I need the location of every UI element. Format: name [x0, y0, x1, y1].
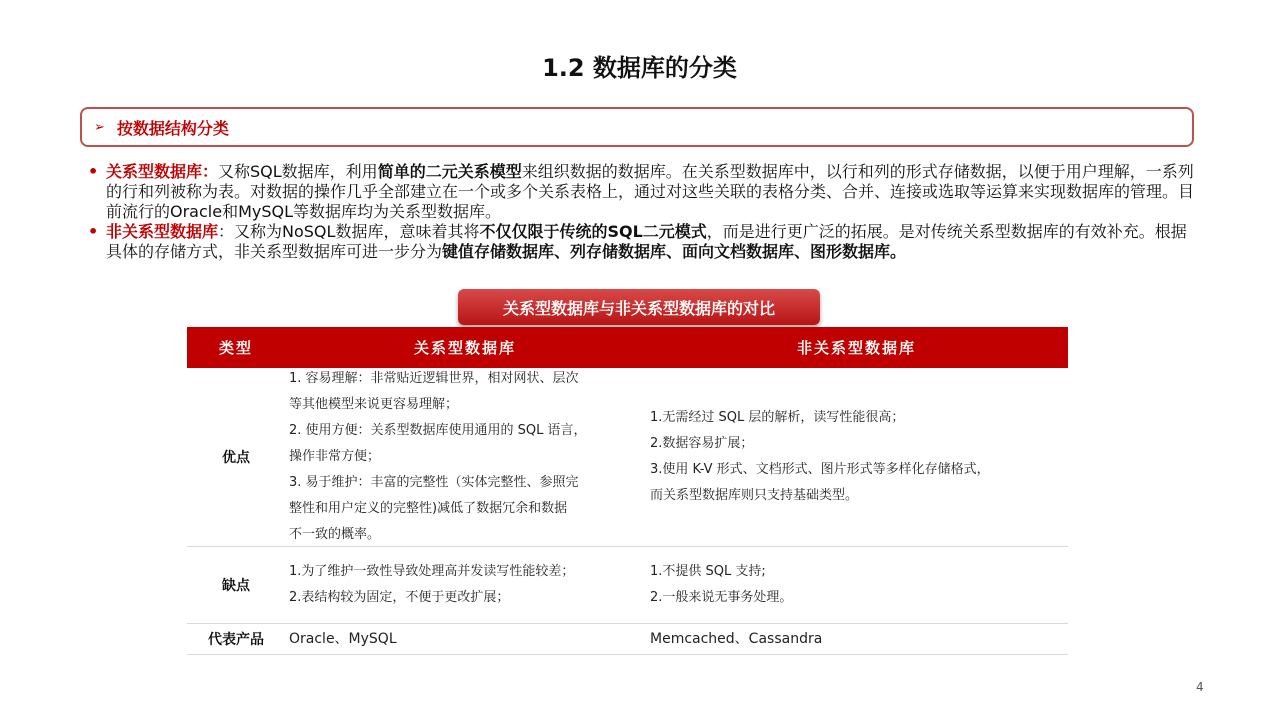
relational-emphasis: 简单的二元关系模型	[377, 162, 522, 181]
disadvantages-nonrelational-cell	[645, 547, 1068, 623]
row-label-products: 代表产品	[208, 632, 264, 648]
products-nonrelational-cell	[645, 624, 1068, 654]
nonrelational-text-2: ，而是进行更广泛的拓展。是对传统关系型数据库的有效补充。根据具体的存储方式，非关系型数据库可进一步分为	[106, 222, 1187, 261]
comparison-table	[187, 327, 1068, 655]
disadvantages-relational-cell	[285, 547, 645, 623]
cell-line: 1.不提供 SQL 支持;	[650, 564, 766, 579]
cell-line: 操作非常方便；	[289, 449, 381, 464]
header-type: 类型	[218, 339, 253, 357]
page-number: 4	[1196, 680, 1204, 694]
cell-line: 不一致的概率。	[289, 527, 381, 542]
relational-term: 关系型数据库：	[106, 162, 219, 181]
arrow-bullet-icon: ➢	[94, 119, 105, 135]
cell-line: 1.无需经过 SQL 层的解析，读写性能很高；	[650, 410, 905, 425]
description-paragraphs	[88, 162, 1198, 262]
bullet-icon: •	[88, 162, 99, 181]
table-row-advantages	[187, 368, 1068, 547]
cell-line: 3.使用 K-V 形式、文档形式、图片形式等多样化存储格式，	[650, 462, 990, 477]
row-label-disadvantages: 缺点	[222, 578, 250, 594]
cell-line: 2.表结构较为固定，不便于更改扩展；	[289, 590, 510, 605]
section-label: 按数据结构分类	[116, 118, 229, 138]
nonrelational-text-1: ：又称为NoSQL数据库，意味着其将	[218, 222, 480, 241]
advantages-nonrelational-cell	[645, 368, 1068, 546]
row-label-advantages: 优点	[222, 450, 250, 466]
relational-paragraph	[88, 162, 1198, 222]
relational-text-2: 来组织数据的数据库。在关系型数据库中，以行和列的形式存储数据，以便于用户理解，一系列的行和列被称为表。对数据的操作几乎全部建立在一个或多个关系表格上，通过对这些关联的表格分类、合并、连接或选取等运算来实现数据库的管理。目前流行的Oracle和MySQL等数据库均为关系型数据库。	[106, 162, 1195, 221]
nonrelational-term: 非关系型数据库	[106, 222, 219, 241]
table-row-disadvantages	[187, 547, 1068, 624]
page-title: 1.2 数据库的分类	[542, 54, 737, 82]
advantages-relational-cell	[285, 368, 645, 546]
nonrelational-paragraph	[88, 222, 1198, 262]
nonrelational-emphasis-1: 不仅仅限于传统的SQL二元模式	[479, 222, 707, 241]
bullet-icon: •	[88, 222, 99, 241]
header-relational: 关系型数据库	[413, 339, 516, 357]
table-row-products	[187, 624, 1068, 655]
cell-line: 3. 易于维护：丰富的完整性（实体完整性、参照完	[289, 475, 579, 490]
cell-line: 2.一般来说无事务处理。	[650, 590, 793, 605]
cell-line: 而关系型数据库则只支持基础类型。	[650, 488, 859, 503]
cell-line: 1. 容易理解：非常贴近逻辑世界，相对网状、层次	[289, 371, 579, 386]
section-header	[80, 107, 1194, 147]
cell-line: 2.数据容易扩展；	[650, 436, 754, 451]
cell-line: 整性和用户定义的完整性)减低了数据冗余和数据	[289, 501, 568, 516]
comparison-banner: 关系型数据库与非关系型数据库的对比	[458, 289, 820, 325]
relational-text-1: 又称SQL数据库，利用	[218, 162, 378, 181]
cell-line: Oracle、MySQL	[289, 631, 397, 647]
cell-line: Memcached、Cassandra	[650, 631, 823, 647]
cell-line: 1.为了维护一致性导致处理高并发读写性能较差；	[289, 564, 575, 579]
products-relational-cell	[285, 624, 645, 654]
cell-line: 等其他模型来说更容易理解；	[289, 397, 459, 412]
nonrelational-emphasis-2: 键值存储数据库、列存储数据库、面向文档数据库、图形数据库。	[442, 242, 907, 261]
cell-line: 2. 使用方便：关系型数据库使用通用的 SQL 语言，	[289, 423, 587, 438]
header-nonrelational: 非关系型数据库	[796, 339, 916, 357]
table-header	[187, 327, 1068, 368]
